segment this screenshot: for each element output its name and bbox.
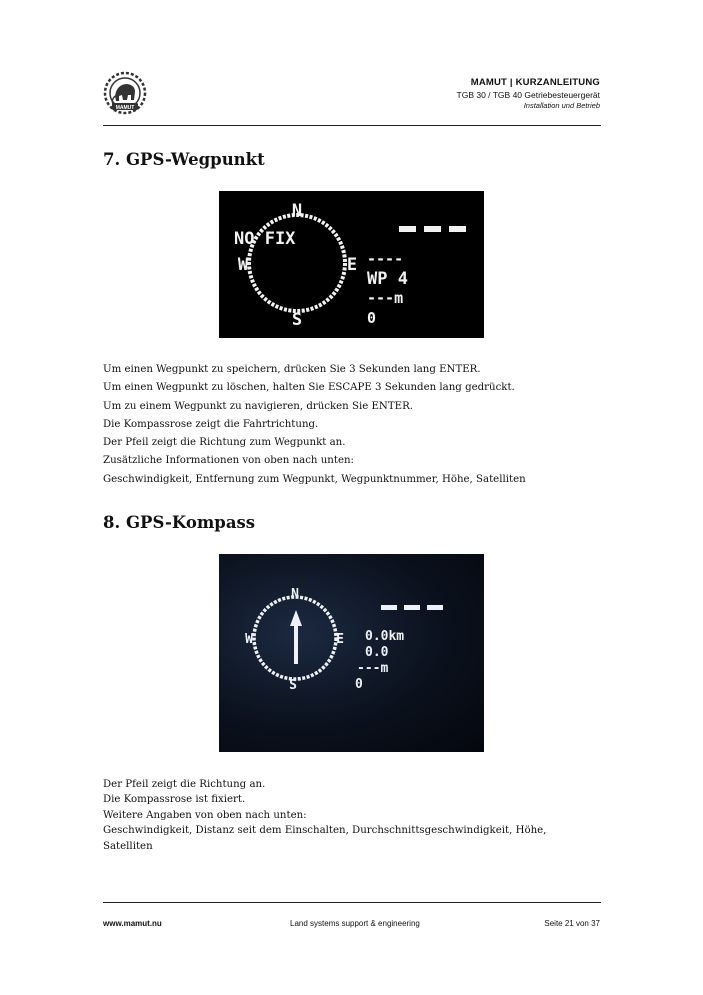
svg-text:MAMUT: MAMUT	[115, 104, 135, 111]
mamut-logo	[101, 70, 149, 116]
text-line: Der Pfeil zeigt die Richtung an.	[103, 779, 266, 790]
gps-waypoint-screen-photo	[219, 191, 484, 338]
text-line: Weitere Angaben von oben nach unten:	[103, 809, 307, 821]
svg-text:S: S	[291, 310, 303, 330]
header-subtitle-2: Installation und Betrieb	[523, 101, 600, 110]
text-line: Geschwindigkeit, Entfernung zum Wegpunkt, Wegpunktnummer, Höhe, Satelliten	[103, 473, 526, 485]
header-subtitle: TGB 30 / TGB 40 Getriebesteuergerät	[456, 90, 600, 100]
svg-text:0: 0	[355, 677, 363, 692]
svg-text:E: E	[336, 632, 344, 647]
svg-text:---m: ---m	[367, 289, 404, 307]
svg-text:S: S	[289, 678, 297, 693]
text-line: Um einen Wegpunkt zu löschen, halten Sie ESCAPE 3 Sekunden lang gedrückt.	[103, 382, 515, 394]
svg-text:WP 4: WP 4	[367, 269, 408, 289]
text-line: Satelliten	[103, 840, 153, 852]
svg-text:----: ----	[367, 250, 404, 268]
svg-text:E: E	[346, 255, 358, 275]
svg-text:---m: ---m	[357, 661, 389, 676]
text-line: Um einen Wegpunkt zu speichern, drücken Sie 3 Sekunden lang ENTER.	[103, 364, 481, 375]
section8-description	[103, 777, 603, 854]
text-line: Zusätzliche Informationen von oben nach unten:	[103, 455, 354, 467]
svg-text:0: 0	[367, 309, 377, 327]
text-line: Um zu einem Wegpunkt zu navigieren, drücken Sie ENTER.	[103, 400, 413, 412]
svg-text:W: W	[237, 255, 249, 275]
section-heading-gps-kompass: 8. GPS-Kompass	[103, 513, 256, 532]
svg-text:N: N	[291, 587, 299, 602]
gps-compass-screen-photo	[219, 554, 484, 752]
svg-text:N: N	[291, 201, 303, 221]
header-divider	[103, 125, 601, 126]
svg-text:0.0: 0.0	[365, 645, 389, 660]
section-heading-gps-wegpunkt: 7. GPS-Wegpunkt	[103, 150, 265, 169]
footer-tagline: Land systems support & engineering	[290, 919, 420, 928]
footer-website-link[interactable]: www.mamut.nu	[103, 919, 162, 928]
footer-divider	[103, 902, 601, 903]
svg-text:W: W	[245, 632, 253, 647]
text-line: Geschwindigkeit, Distanz seit dem Einschalten, Durchschnittsgeschwindigkeit, Höhe,	[103, 825, 547, 837]
svg-text:NO FIX: NO FIX	[234, 229, 296, 249]
section7-description	[103, 361, 603, 489]
svg-text:0.0km: 0.0km	[365, 629, 405, 644]
text-line: Die Kompassrose zeigt die Fahrtrichtung.	[103, 418, 319, 430]
text-line: Der Pfeil zeigt die Richtung zum Wegpunkt an.	[103, 437, 346, 449]
text-line: Die Kompassrose ist fixiert.	[103, 794, 246, 806]
footer-page-number: Seite 21 von 37	[544, 919, 600, 928]
header-title: MAMUT | KURZANLEITUNG	[470, 77, 600, 88]
